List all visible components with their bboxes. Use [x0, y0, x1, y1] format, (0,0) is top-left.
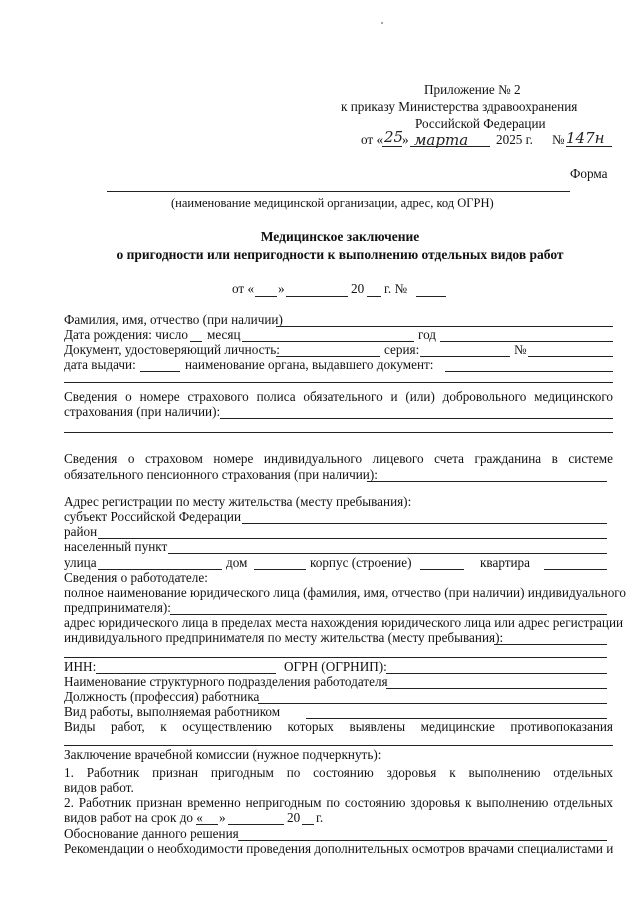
fio-label: Фамилия, имя, отчество (при наличии)	[64, 312, 283, 327]
order-label: к приказу Министерства здравоохранения	[341, 99, 578, 114]
locality-label: населенный пункт	[64, 539, 168, 554]
conclusion-item2-prefix: видов работ на срок до «	[64, 810, 203, 825]
employer-header: Сведения о работодателе:	[64, 570, 208, 585]
birth-year-label: год	[418, 327, 437, 342]
doc-year-line	[367, 296, 381, 297]
issuer-line	[445, 371, 613, 372]
doc-number-label: г. №	[384, 281, 408, 296]
ogrn-label: ОГРН (ОГРНИП):	[284, 659, 387, 674]
street-label: улица	[64, 555, 97, 570]
address-header: Адрес регистрации по месту жительства (месту пребывания):	[64, 494, 412, 509]
org-line	[107, 191, 570, 192]
issuer-line-2	[64, 382, 613, 383]
header-month-line	[410, 146, 490, 147]
birth-month-label: месяц	[207, 327, 241, 342]
header-number-value: 147н	[566, 129, 605, 147]
doc-label: Документ, удостоверяющий личность:	[64, 342, 280, 357]
header-date-month: марта	[414, 131, 469, 149]
subject-line	[242, 523, 607, 524]
header-number-line	[566, 146, 612, 147]
conclusion-item2-year: 20	[287, 810, 301, 825]
district-line	[98, 538, 607, 539]
doc-date-prefix: от «	[232, 281, 255, 296]
header-date-close: »	[402, 132, 409, 147]
doc-number-sign: №	[514, 342, 527, 357]
doc-series-line	[420, 356, 510, 357]
conclusion-item1-a: 1. Работник признан пригодным по состоянию здоровья к выполнению отдельных	[64, 765, 613, 780]
header-date-year: 2025 г.	[496, 132, 533, 147]
employer-addr-2: индивидуального предпринимателя по месту жительства (месту пребывания):	[64, 630, 504, 645]
org-caption: (наименование медицинской организации, адрес, код ОГРН)	[171, 196, 494, 210]
house-line	[254, 569, 306, 570]
form-label: Форма	[570, 166, 608, 181]
conclusion-header: Заключение врачебной комиссии (нужное подчеркнуть):	[64, 747, 382, 762]
snils-text-1: Сведения о страховом номере индивидуального лицевого счета гражданина в системе	[64, 451, 613, 466]
doc-number-line	[416, 296, 446, 297]
snils-text-2: обязательного пенсионного страхования (при наличии):	[64, 467, 378, 482]
employer-addr-1: адрес юридического лица в пределах места нахождения юридического лица или адрес регистрации	[64, 615, 624, 630]
division-line	[386, 688, 607, 689]
birth-day-label: Дата рождения: число	[64, 327, 188, 342]
item2-day-line	[196, 824, 218, 825]
district-label: район	[64, 524, 98, 539]
apartment-label: квартира	[480, 555, 531, 570]
header-number-prefix: №	[552, 132, 565, 147]
doc-series-label: серия:	[384, 342, 420, 357]
house-label: дом	[226, 555, 248, 570]
header-day-line	[382, 146, 402, 147]
locality-line	[168, 553, 607, 554]
doc-day-line	[255, 296, 277, 297]
insurance-text-1: Сведения о номере страхового полиса обязательного и (или) добровольного медицинского	[64, 389, 613, 404]
employer-addr-line	[494, 644, 607, 645]
subject-label: субъект Российской Федерации	[64, 509, 242, 524]
federation-label: Российской Федерации	[415, 116, 546, 131]
conclusion-item2-suffix: г.	[316, 810, 324, 825]
issue-date-line	[140, 371, 180, 372]
doc-date-year: 20	[351, 281, 365, 296]
title-line2: о пригодности или непригодности к выполнению отдельных видов работ	[116, 247, 564, 262]
employer-name-2: предпринимателя):	[64, 600, 171, 615]
appendix-label: Приложение № 2	[424, 82, 521, 97]
conclusion-item2-mid: »	[219, 810, 226, 825]
snils-line	[367, 481, 607, 482]
insurance-text-2: страхования (при наличии):	[64, 404, 221, 419]
insurance-line	[220, 418, 613, 419]
division-label: Наименование структурного подразделения работодателя	[64, 674, 388, 689]
issue-date-label: дата выдачи:	[64, 357, 136, 372]
doc-date-mid: »	[278, 281, 285, 296]
building-label: корпус (строение)	[310, 555, 412, 570]
building-line	[420, 569, 464, 570]
position-label: Должность (профессия) работника	[64, 689, 260, 704]
title-line1: Медицинское заключение	[260, 229, 420, 244]
doc-num-line	[528, 356, 613, 357]
scan-speck	[381, 22, 383, 24]
issuer-label: наименование органа, выдавшего документ:	[185, 357, 434, 372]
recommendations-label: Рекомендации о необходимости проведения дополнительных осмотров врачами специалистами и	[64, 841, 614, 856]
contraindications-label: Виды работ, к осуществлению которых выявлены медицинские противопоказания	[64, 719, 613, 734]
conclusion-item1-b: видов работ.	[64, 780, 134, 795]
inn-label: ИНН:	[64, 659, 97, 674]
header-date-day: 25	[384, 128, 404, 146]
ogrn-line	[386, 673, 607, 674]
employer-name-1: полное наименование юридического лица (фамилия, имя, отчество (при наличии) индивидуального	[64, 585, 626, 600]
contraindications-line	[64, 745, 613, 746]
fio-line	[276, 326, 613, 327]
conclusion-item2-a: 2. Работник признан временно непригодным по состоянию здоровья к выполнению отдельных	[64, 795, 613, 810]
justification-label: Обоснование данного решения	[64, 826, 239, 841]
work-type-label: Вид работы, выполняемая работником	[64, 704, 281, 719]
doc-month-line	[286, 296, 348, 297]
employer-addr-line-2	[64, 657, 607, 658]
item2-year-line	[302, 824, 314, 825]
header-date-prefix: от «	[361, 132, 384, 147]
item2-month-line	[228, 824, 284, 825]
position-line	[258, 703, 607, 704]
apartment-line	[544, 569, 607, 570]
insurance-line-2	[64, 432, 613, 433]
